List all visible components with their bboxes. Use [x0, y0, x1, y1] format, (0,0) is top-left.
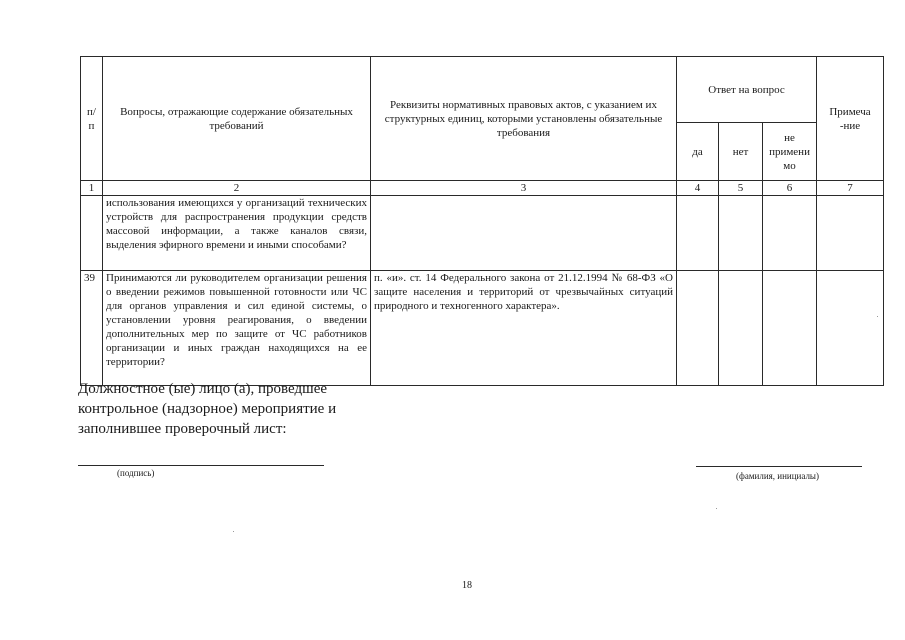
- row-num: [81, 196, 103, 271]
- header-requisites: Реквизиты нормативных правовых актов, с указанием их структурных единиц, которыми установлены обязательные требования: [371, 57, 677, 181]
- row-question: Принимаются ли руководителем организации решения о введении режимов повышенной готовности или ЧС для органов управления и сил единой системы, о установлении уровня реагирования, о введении дополнительных мер по защите от ЧС работников организации и иных граждан находящихся на ее территории?: [103, 271, 371, 386]
- table-row: [81, 271, 884, 386]
- name-line[interactable]: [696, 466, 862, 467]
- note-cell[interactable]: [817, 271, 884, 386]
- answer-na-cell[interactable]: [763, 271, 817, 386]
- row-num: 39: [81, 271, 103, 386]
- row-requisites: [371, 196, 677, 271]
- column-number: 6: [763, 181, 817, 196]
- official-statement: Должностное (ые) лицо (а), проведшее контрольное (надзорное) мероприятие и заполнившее проверочный лист:: [78, 381, 337, 437]
- note-cell[interactable]: [817, 196, 884, 271]
- header-note: Примеча -ние: [817, 57, 884, 181]
- column-number: 4: [677, 181, 719, 196]
- column-number: 5: [719, 181, 763, 196]
- header-answer-group: Ответ на вопрос: [677, 57, 817, 123]
- signature-caption: (подпись): [117, 468, 155, 478]
- answer-na-cell[interactable]: [763, 196, 817, 271]
- column-number: 3: [371, 181, 677, 196]
- header-no: нет: [719, 123, 763, 181]
- signature-line[interactable]: [78, 465, 324, 466]
- header-questions: Вопросы, отражающие содержание обязательных требований: [103, 57, 371, 181]
- column-number: 2: [103, 181, 371, 196]
- column-number: 7: [817, 181, 884, 196]
- answer-no-cell[interactable]: [719, 271, 763, 386]
- scan-speck: [233, 531, 234, 532]
- name-caption: (фамилия, инициалы): [736, 471, 819, 481]
- scan-speck: [877, 316, 878, 317]
- header-na: не примени мо: [763, 123, 817, 181]
- header-yes: да: [677, 123, 719, 181]
- page-number: 18: [462, 580, 472, 591]
- checklist-table: [80, 56, 884, 386]
- column-numbers-row: [81, 181, 884, 196]
- answer-yes-cell[interactable]: [677, 271, 719, 386]
- table-row: [81, 196, 884, 271]
- row-question: использования имеющихся у организаций технических устройств для распространения продукции средств массовой информации, а также каналов связи, выделения эфирного времени и иными способами?: [103, 196, 371, 271]
- column-number: 1: [81, 181, 103, 196]
- header-num: п/ п: [81, 57, 103, 181]
- answer-no-cell[interactable]: [719, 196, 763, 271]
- scan-speck: [716, 508, 717, 509]
- row-requisites: п. «и». ст. 14 Федерального закона от 21.12.1994 № 68-ФЗ «О защите населения и территорий от чрезвычайных ситуаций природного и техногенного характера».: [371, 271, 677, 386]
- answer-yes-cell[interactable]: [677, 196, 719, 271]
